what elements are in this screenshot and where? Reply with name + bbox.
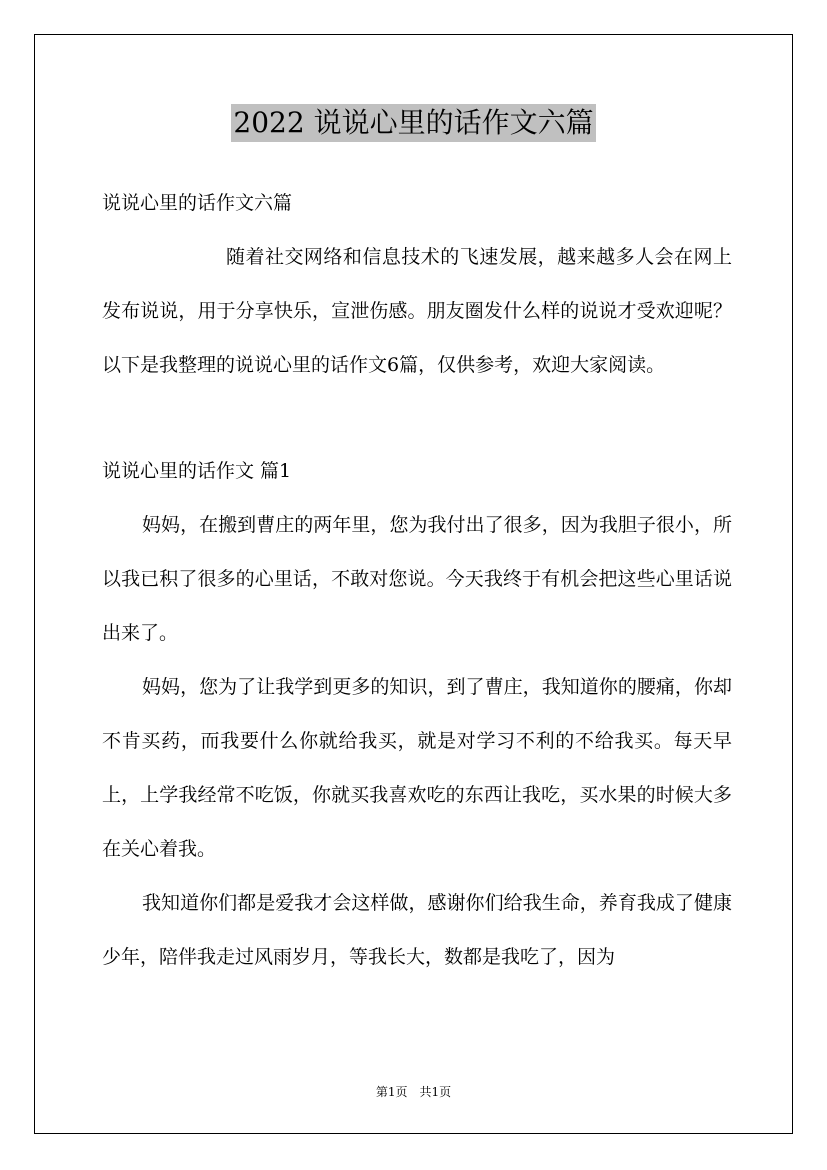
body-paragraph-3: 我知道你们都是爱我才会这样做，感谢你们给我生命，养育我成了健康少年，陪伴我走过风雨岁月，等我长大，数都是我吃了，因为 <box>102 892 732 968</box>
document-subtitle: 说说心里的话作文六篇 <box>102 192 293 214</box>
body-paragraph-2: 妈妈，您为了让我学到更多的知识，到了曹庄，我知道你的腰痛，你却不肯买药，而我要什么你就给我买，就是对学习不利的不给我买。每天早上，上学我经常不吃饭，你就买我喜欢吃的东西让我吃，买水果的时候大多在关心着我。 <box>102 676 732 860</box>
body-paragraph-1: 妈妈，在搬到曹庄的两年里，您为我付出了很多，因为我胆子很小，所以我已积了很多的心里话，不敢对您说。今天我终于有机会把这些心里话说出来了。 <box>102 514 732 644</box>
section-heading: 说说心里的话作文 篇1 <box>102 460 292 482</box>
page-total: 共1页 <box>419 1085 452 1099</box>
document-title: 2022 说说心里的话作文六篇 <box>231 104 595 142</box>
section-spacer <box>102 392 732 444</box>
title-container <box>0 104 827 142</box>
page-footer <box>0 1084 827 1100</box>
page-number: 第1页 <box>375 1085 408 1099</box>
document-body <box>102 176 732 984</box>
intro-paragraph: 随着社交网络和信息技术的飞速发展，越来越多人会在网上发布说说，用于分享快乐，宣泄伤感。朋友圈发什么样的说说才受欢迎呢？以下是我整理的说说心里的话作文6篇，仅供参考，欢迎大家阅读。 <box>102 246 732 376</box>
